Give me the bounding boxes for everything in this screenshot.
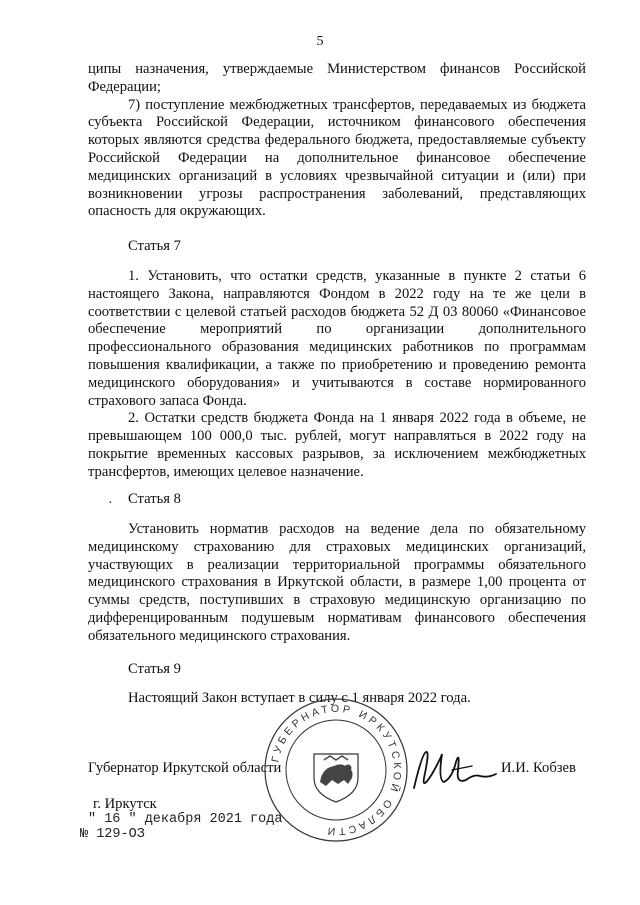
article-8-body [88, 521, 586, 646]
paragraph-item-7: 7) поступление межбюджетных трансфертов, передаваемых из бюджета субъекта Российской Федерации, источником финансового обеспечения которых являются средства федерального бюджета, предоставляемые субъекту Российской Федерации на дополнительное финансовое обеспечение медицинских организаций в условиях чрезвычайной ситуации и (или) при возникновении угрозы распространения заболеваний, представляющих опасность для окружающих. [88, 96, 586, 220]
babr-emblem-icon [314, 754, 358, 802]
article-8-paragraph: Установить норматив расходов на ведение дела по обязательному медицинскому страхованию для страховых медицинских организаций, участвующих в реализации территориальной программы обязательного медицинского страхования в Иркутской области, в размере 1,00 процента от суммы средств, поступивших в страховую медицинскую организацию по дифференцированным подушевым нормативам финансового обеспечения обязательного медицинского страхования. [88, 521, 586, 644]
article-7-title: Статья 7 [128, 238, 181, 254]
place-of-signing: г. Иркутск [93, 796, 157, 812]
page-number: 5 [316, 34, 324, 49]
seal-ring-text: ГУБЕРНАТОР ИРКУТСКОЙ ОБЛАСТИ [269, 702, 404, 838]
signatory-name: И.И. Кобзев [501, 760, 576, 776]
article-7-body [88, 268, 586, 482]
intro-block [88, 61, 586, 221]
handwritten-signature [408, 744, 500, 794]
article-9-paragraph: Настоящий Закон вступает в силу с 1 января 2022 года. [128, 690, 471, 706]
registration-number-stamp: № 129-ОЗ [80, 827, 145, 842]
paragraph-continuation: ципы назначения, утверждаемые Министерством финансов Российской Федерации; [88, 61, 586, 95]
date-stamp: " 16 " декабря 2021 года [88, 812, 283, 827]
article-7-paragraph-2: 2. Остатки средств бюджета Фонда на 1 января 2022 года в объеме, не превышающем 100 000,0 тыс. рублей, могут направляться в 2022 году на покрытие временных кассовых разрывов, за исключением межбюджетных трансфертов, имеющих целевое назначение. [88, 410, 586, 480]
signatory-role: Губернатор Иркутской области [88, 760, 282, 776]
article-9-title: Статья 9 [128, 661, 181, 677]
bullet-mark: · [108, 496, 113, 511]
article-8-title: Статья 8 [128, 491, 181, 507]
article-7-paragraph-1: 1. Установить, что остатки средств, указанные в пункте 2 статьи 6 настоящего Закона, направляются Фондом в 2022 году на те же цели в соответствии с целевой статьей расходов бюджета 52 Д 03 80060 «Финансовое обеспечение мероприятий по организации дополнительного профессионального образования медицинских работников по программам повышения квалификации, а также по приобретению и проведению ремонта медицинского оборудования» и учитываются в составе нормированного страхового запаса Фонда. [88, 268, 586, 409]
official-seal [262, 696, 410, 844]
